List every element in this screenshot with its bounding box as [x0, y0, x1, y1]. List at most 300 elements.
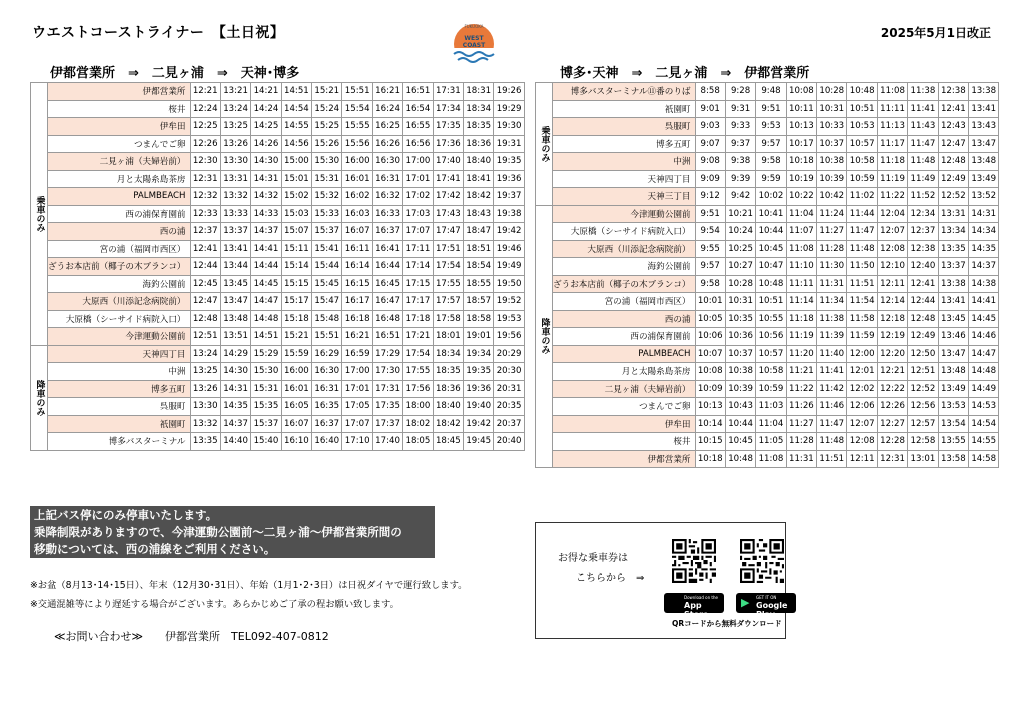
departure-time: 15:07: [281, 223, 311, 241]
departure-time: 10:43: [725, 398, 755, 416]
departure-time: 19:38: [494, 205, 524, 223]
departure-time: 11:41: [908, 100, 938, 118]
timetable-row: [31, 118, 525, 136]
departure-time: 17:51: [433, 240, 463, 258]
departure-time: 10:51: [847, 100, 877, 118]
departure-time: 11:48: [817, 433, 847, 451]
departure-time: 14:54: [969, 415, 999, 433]
stop-name: 天神三丁目: [553, 188, 696, 206]
timetable-row: [31, 398, 525, 416]
departure-time: 14:37: [251, 223, 281, 241]
departure-time: 12:47: [190, 293, 220, 311]
departure-time: 14:31: [220, 380, 250, 398]
departure-time: 19:35: [494, 153, 524, 171]
alighting-section-label: 降車のみ: [536, 205, 553, 468]
departure-time: 18:31: [464, 83, 494, 101]
departure-time: 13:49: [938, 380, 968, 398]
stop-name: 呉服町: [48, 398, 191, 416]
app-store-badge[interactable]: [664, 593, 724, 619]
departure-time: 11:41: [817, 363, 847, 381]
promo-line-2: こちらから ⇒: [576, 573, 645, 584]
stop-name: 宮の浦（福岡市西区）: [48, 240, 191, 258]
stop-name: 博多バスターミナル⑪番のりば: [553, 83, 696, 101]
departure-time: 11:47: [847, 223, 877, 241]
timetable-row: [536, 380, 999, 398]
departure-time: 17:14: [403, 258, 433, 276]
departure-time: 14:49: [969, 380, 999, 398]
departure-time: 14:26: [251, 135, 281, 153]
timetable-row: [536, 450, 999, 468]
departure-time: 15:40: [251, 433, 281, 451]
departure-time: 11:11: [786, 275, 816, 293]
timetable-row: [536, 258, 999, 276]
departure-time: 16:30: [312, 363, 342, 381]
departure-time: 14:40: [220, 433, 250, 451]
departure-time: 17:01: [403, 170, 433, 188]
departure-time: 12:10: [877, 258, 907, 276]
departure-time: 17:43: [433, 205, 463, 223]
departure-time: 20:30: [494, 363, 524, 381]
timetable-row: [31, 345, 525, 363]
departure-time: 11:18: [877, 153, 907, 171]
departure-time: 17:05: [342, 398, 372, 416]
departure-time: 11:08: [877, 83, 907, 101]
departure-time: 14:45: [251, 275, 281, 293]
departure-time: 10:47: [756, 258, 786, 276]
departure-time: 10:35: [725, 310, 755, 328]
stop-name: 天神四丁目: [553, 170, 696, 188]
departure-time: 11:28: [786, 433, 816, 451]
departure-time: 11:24: [817, 205, 847, 223]
departure-time: 16:10: [281, 433, 311, 451]
departure-time: 11:28: [817, 240, 847, 258]
departure-time: 14:29: [220, 345, 250, 363]
departure-time: 20:37: [494, 415, 524, 433]
departure-time: 10:11: [786, 100, 816, 118]
departure-time: 10:42: [817, 188, 847, 206]
departure-time: 17:31: [372, 380, 402, 398]
app-store-label: App Store: [684, 601, 709, 619]
stop-name: 天神四丁目: [48, 345, 191, 363]
departure-time: 18:41: [464, 170, 494, 188]
departure-time: 11:02: [847, 188, 877, 206]
departure-time: 15:48: [312, 310, 342, 328]
departure-time: 11:54: [847, 293, 877, 311]
departure-time: 12:31: [190, 170, 220, 188]
departure-time: 10:13: [786, 118, 816, 136]
departure-time: 9:01: [695, 100, 725, 118]
departure-time: 9:03: [695, 118, 725, 136]
departure-time: 19:37: [494, 188, 524, 206]
departure-time: 10:06: [695, 328, 725, 346]
departure-time: 15:21: [281, 328, 311, 346]
svg-text:WEST: WEST: [464, 35, 484, 42]
departure-time: 12:00: [847, 345, 877, 363]
departure-time: 16:40: [312, 433, 342, 451]
timetable-row: [31, 170, 525, 188]
departure-time: 17:00: [342, 363, 372, 381]
qr-code-android[interactable]: [740, 539, 784, 583]
departure-time: 15:11: [281, 240, 311, 258]
departure-time: 18:42: [433, 415, 463, 433]
departure-time: 16:31: [312, 380, 342, 398]
departure-time: 13:31: [220, 170, 250, 188]
departure-time: 12:41: [938, 100, 968, 118]
departure-time: 17:18: [403, 310, 433, 328]
departure-time: 15:55: [342, 118, 372, 136]
departure-time: 16:00: [342, 153, 372, 171]
departure-time: 15:01: [281, 170, 311, 188]
departure-time: 12:21: [877, 363, 907, 381]
departure-time: 12:11: [847, 450, 877, 468]
holiday-note: ※お盆（8月13･14･15日）、年末（12月30･31日）、年始（1月1･2･3日）は日祝ダイヤで運行致します。: [30, 580, 468, 591]
departure-time: 18:45: [433, 433, 463, 451]
departure-time: 16:37: [312, 415, 342, 433]
departure-time: 16:45: [372, 275, 402, 293]
departure-time: 10:28: [725, 275, 755, 293]
departure-time: 14:47: [251, 293, 281, 311]
contact-info: ≪お問い合わせ≫ 伊都営業所 TEL092-407-0812: [54, 630, 329, 643]
departure-time: 10:33: [817, 118, 847, 136]
departure-time: 12:14: [877, 293, 907, 311]
departure-time: 18:01: [433, 328, 463, 346]
departure-time: 13:34: [938, 223, 968, 241]
departure-time: 10:44: [725, 415, 755, 433]
departure-time: 12:49: [908, 328, 938, 346]
departure-time: 10:01: [695, 293, 725, 311]
departure-time: 10:18: [786, 153, 816, 171]
departure-time: 12:31: [877, 450, 907, 468]
stop-name: PALMBEACH: [48, 188, 191, 206]
timetable-row: [536, 223, 999, 241]
departure-time: 15:35: [251, 398, 281, 416]
departure-time: 16:31: [372, 170, 402, 188]
departure-time: 13:58: [938, 450, 968, 468]
departure-time: 11:42: [817, 380, 847, 398]
timetable-row: [31, 223, 525, 241]
alighting-section-label: 降車のみ: [31, 345, 48, 450]
departure-time: 16:01: [281, 380, 311, 398]
departure-time: 16:25: [372, 118, 402, 136]
departure-time: 12:28: [877, 433, 907, 451]
west-coast-logo: [440, 18, 508, 70]
timetable-row: [536, 240, 999, 258]
departure-time: 18:35: [433, 363, 463, 381]
departure-time: 15:02: [281, 188, 311, 206]
departure-time: 17:36: [433, 135, 463, 153]
departure-time: 13:41: [969, 100, 999, 118]
departure-time: 14:34: [969, 223, 999, 241]
departure-time: 16:47: [372, 293, 402, 311]
departure-time: 10:39: [817, 170, 847, 188]
stop-name: 西の浦保育園前: [553, 328, 696, 346]
departure-time: 11:47: [908, 135, 938, 153]
departure-time: 19:49: [494, 258, 524, 276]
departure-time: 12:51: [190, 328, 220, 346]
departure-time: 10:59: [756, 380, 786, 398]
departure-time: 13:47: [938, 345, 968, 363]
departure-time: 13:45: [220, 275, 250, 293]
departure-time: 12:08: [847, 433, 877, 451]
departure-time: 9:08: [695, 153, 725, 171]
departure-time: 15:26: [312, 135, 342, 153]
departure-time: 13:24: [190, 345, 220, 363]
departure-time: 16:51: [403, 83, 433, 101]
departure-time: 13:41: [938, 293, 968, 311]
departure-time: 17:01: [342, 380, 372, 398]
departure-time: 15:45: [312, 275, 342, 293]
page-title: ウエストコーストライナー 【土日祝】: [32, 25, 285, 41]
departure-time: 11:50: [847, 258, 877, 276]
departure-time: 13:24: [220, 100, 250, 118]
departure-time: 14:47: [969, 345, 999, 363]
departure-time: 18:43: [464, 205, 494, 223]
stop-notice: [30, 506, 435, 558]
departure-time: 10:37: [725, 345, 755, 363]
departure-time: 10:21: [725, 205, 755, 223]
google-play-label: Google Play: [756, 601, 788, 619]
departure-time: 18:42: [464, 188, 494, 206]
stop-name: ざうお本店前（椰子の木ブランコ）: [553, 275, 696, 293]
departure-time: 10:44: [756, 223, 786, 241]
departure-time: 11:10: [786, 258, 816, 276]
stop-name: PALMBEACH: [553, 345, 696, 363]
departure-time: 16:05: [281, 398, 311, 416]
departure-time: 13:41: [220, 240, 250, 258]
departure-time: 12:06: [847, 398, 877, 416]
ticket-promo: [535, 522, 786, 639]
departure-time: 17:54: [433, 258, 463, 276]
departure-time: 13:48: [969, 153, 999, 171]
departure-time: 15:30: [312, 153, 342, 171]
departure-time: 17:03: [403, 205, 433, 223]
departure-time: 10:59: [847, 170, 877, 188]
departure-time: 19:30: [494, 118, 524, 136]
departure-time: 11:17: [877, 135, 907, 153]
departure-time: 9:57: [695, 258, 725, 276]
departure-time: 14:21: [251, 83, 281, 101]
timetable-row: [536, 135, 999, 153]
departure-time: 16:59: [342, 345, 372, 363]
departure-time: 10:17: [786, 135, 816, 153]
departure-time: 10:58: [847, 153, 877, 171]
departure-time: 11:04: [756, 415, 786, 433]
timetable-row: [31, 135, 525, 153]
departure-time: 17:56: [403, 380, 433, 398]
departure-time: 19:36: [494, 170, 524, 188]
departure-time: 14:55: [969, 433, 999, 451]
departure-time: 14:35: [220, 398, 250, 416]
departure-time: 11:04: [786, 205, 816, 223]
left-route-title: 伊都営業所 ⇒ 二見ヶ浦 ⇒ 天神･博多: [50, 66, 300, 81]
departure-time: 11:20: [786, 345, 816, 363]
departure-time: 11:48: [847, 240, 877, 258]
departure-time: 20:35: [494, 398, 524, 416]
timetable-row: [31, 240, 525, 258]
departure-time: 11:58: [847, 310, 877, 328]
departure-time: 11:51: [847, 275, 877, 293]
departure-time: 17:34: [433, 100, 463, 118]
departure-time: 9:53: [756, 118, 786, 136]
departure-time: 12:25: [190, 118, 220, 136]
departure-time: 15:25: [312, 118, 342, 136]
departure-time: 19:35: [464, 363, 494, 381]
departure-time: 15:15: [281, 275, 311, 293]
departure-time: 11:11: [877, 100, 907, 118]
departure-time: 17:57: [433, 293, 463, 311]
departure-time: 16:17: [342, 293, 372, 311]
departure-time: 16:21: [372, 83, 402, 101]
stop-name: 伊牟田: [48, 118, 191, 136]
departure-time: 10:13: [695, 398, 725, 416]
departure-time: 9:59: [756, 170, 786, 188]
departure-time: 11:27: [817, 223, 847, 241]
departure-time: 16:29: [312, 345, 342, 363]
departure-time: 10:15: [695, 433, 725, 451]
departure-time: 14:35: [969, 240, 999, 258]
departure-time: 17:55: [433, 275, 463, 293]
departure-time: 10:08: [786, 83, 816, 101]
right-route-title: 博多･天神 ⇒ 二見ヶ浦 ⇒ 伊都営業所: [560, 66, 810, 81]
departure-time: 10:53: [847, 118, 877, 136]
departure-time: 17:40: [433, 153, 463, 171]
departure-time: 12:11: [877, 275, 907, 293]
departure-time: 16:00: [281, 363, 311, 381]
timetable-row: [31, 205, 525, 223]
departure-time: 14:30: [251, 153, 281, 171]
google-play-small: GET IT ON: [756, 595, 777, 600]
google-play-badge[interactable]: [736, 593, 796, 619]
stop-name: 伊都営業所: [48, 83, 191, 101]
svg-text:FUKUOKA: FUKUOKA: [464, 24, 484, 29]
departure-time: 15:37: [251, 415, 281, 433]
departure-time: 10:19: [786, 170, 816, 188]
departure-time: 14:30: [220, 363, 250, 381]
departure-time: 16:03: [342, 205, 372, 223]
departure-time: 13:30: [190, 398, 220, 416]
departure-time: 9:58: [756, 153, 786, 171]
departure-time: 10:02: [756, 188, 786, 206]
departure-time: 11:34: [817, 293, 847, 311]
departure-time: 10:55: [756, 310, 786, 328]
departure-time: 14:37: [969, 258, 999, 276]
departure-time: 10:48: [756, 275, 786, 293]
departure-time: 17:17: [403, 293, 433, 311]
departure-time: 10:09: [695, 380, 725, 398]
departure-time: 18:05: [403, 433, 433, 451]
departure-time: 15:14: [281, 258, 311, 276]
departure-time: 12:57: [908, 415, 938, 433]
departure-time: 14:31: [251, 170, 281, 188]
departure-time: 12:40: [908, 258, 938, 276]
departure-time: 17:35: [372, 398, 402, 416]
departure-time: 15:31: [312, 170, 342, 188]
departure-time: 10:27: [725, 258, 755, 276]
timetable-row: [31, 83, 525, 101]
timetable-row: [536, 83, 999, 101]
stop-name: 西の浦保育園前: [48, 205, 191, 223]
timetable-row: [536, 293, 999, 311]
stop-name: 月と太陽糸島茶房: [553, 363, 696, 381]
departure-time: 9:48: [756, 83, 786, 101]
departure-time: 12:48: [938, 153, 968, 171]
stop-name: 大原西（川添記念病院前）: [553, 240, 696, 258]
departure-time: 11:38: [817, 310, 847, 328]
departure-time: 15:18: [281, 310, 311, 328]
qr-code-ios[interactable]: [672, 539, 716, 583]
stop-name: 今津運動公園前: [48, 328, 191, 346]
departure-time: 10:38: [725, 363, 755, 381]
timetable-row: [31, 380, 525, 398]
departure-time: 19:31: [494, 135, 524, 153]
departure-time: 10:37: [817, 135, 847, 153]
stop-name: 中洲: [553, 153, 696, 171]
stop-name: つまんでご卵: [553, 398, 696, 416]
departure-time: 14:37: [220, 415, 250, 433]
app-store-small: Download on the: [684, 595, 718, 600]
stop-name: 大原橋（シーサイド病院入口）: [48, 310, 191, 328]
departure-time: 9:57: [756, 135, 786, 153]
departure-time: 11:48: [908, 153, 938, 171]
departure-time: 16:48: [372, 310, 402, 328]
departure-time: 14:25: [251, 118, 281, 136]
departure-time: 18:34: [433, 345, 463, 363]
timetable-row: [31, 328, 525, 346]
departure-time: 12:48: [190, 310, 220, 328]
departure-time: 15:17: [281, 293, 311, 311]
timetable-row: [31, 275, 525, 293]
departure-time: 14:48: [251, 310, 281, 328]
departure-time: 10:45: [756, 240, 786, 258]
departure-time: 14:56: [281, 135, 311, 153]
departure-time: 15:29: [251, 345, 281, 363]
stop-name: 博多五町: [553, 135, 696, 153]
departure-time: 19:45: [464, 433, 494, 451]
timetable-row: [536, 310, 999, 328]
departure-time: 13:33: [220, 205, 250, 223]
departure-time: 12:26: [190, 135, 220, 153]
departure-time: 12:32: [190, 188, 220, 206]
timetable-row: [536, 100, 999, 118]
departure-time: 12:56: [908, 398, 938, 416]
departure-time: 17:35: [433, 118, 463, 136]
departure-time: 13:49: [969, 170, 999, 188]
departure-time: 19:42: [494, 223, 524, 241]
departure-time: 10:31: [725, 293, 755, 311]
timetable-row: [31, 363, 525, 381]
departure-time: 14:58: [969, 450, 999, 468]
departure-time: 16:15: [342, 275, 372, 293]
departure-time: 10:48: [725, 450, 755, 468]
timetable-row: [536, 205, 999, 223]
departure-time: 17:30: [372, 363, 402, 381]
departure-time: 13:37: [938, 258, 968, 276]
departure-time: 16:26: [372, 135, 402, 153]
departure-time: 14:38: [969, 275, 999, 293]
stop-name: ざうお本店前（椰子の木ブランコ）: [48, 258, 191, 276]
departure-time: 15:51: [342, 83, 372, 101]
departure-time: 13:54: [938, 415, 968, 433]
departure-time: 11:13: [877, 118, 907, 136]
timetable-row: [536, 170, 999, 188]
departure-time: 12:41: [190, 240, 220, 258]
departure-time: 17:42: [433, 188, 463, 206]
departure-time: 9:54: [695, 223, 725, 241]
timetable-row: [536, 345, 999, 363]
departure-time: 13:44: [220, 258, 250, 276]
departure-time: 17:40: [372, 433, 402, 451]
departure-time: 13:52: [969, 188, 999, 206]
